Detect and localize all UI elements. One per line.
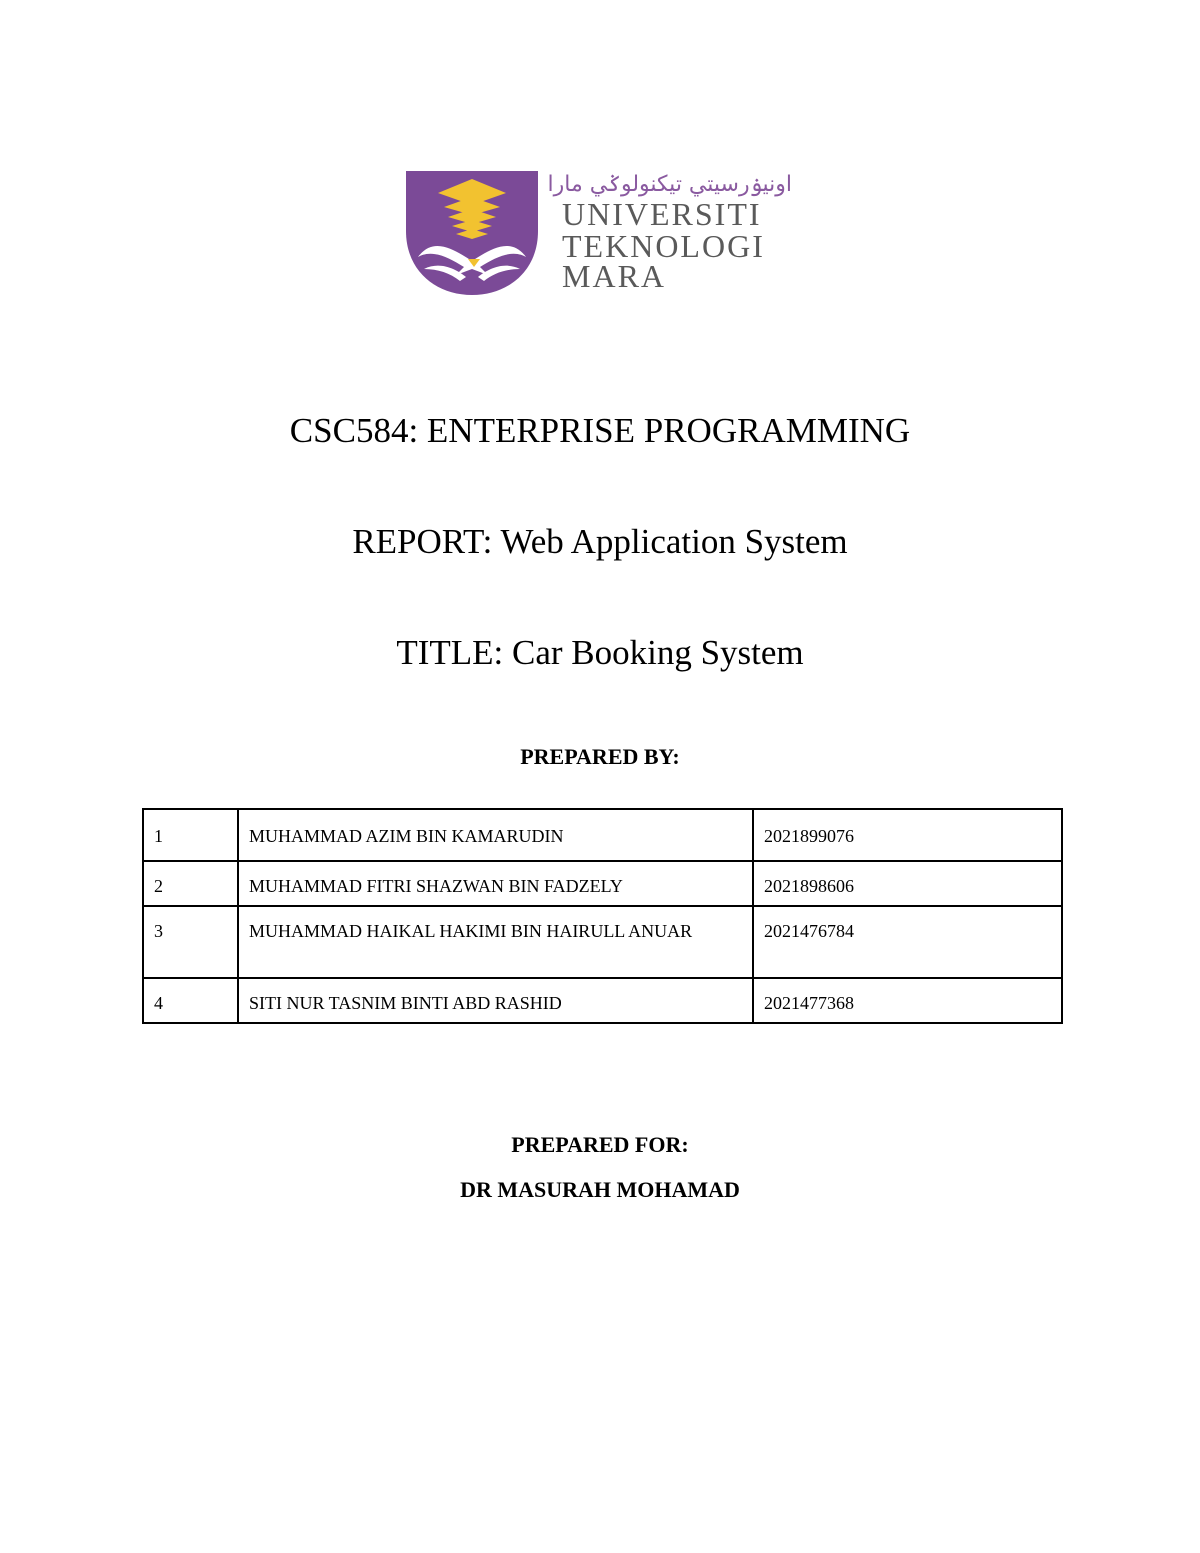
- member-name: SITI NUR TASNIM BINTI ABD RASHID: [238, 978, 753, 1023]
- member-id: 2021476784: [753, 906, 1062, 978]
- logo-name-line2: TEKNOLOGI: [562, 228, 765, 264]
- member-name: MUHAMMAD HAIKAL HAKIMI BIN HAIRULL ANUAR: [238, 906, 753, 978]
- member-no: 2: [143, 861, 238, 906]
- member-no: 4: [143, 978, 238, 1023]
- course-title: CSC584: ENTERPRISE PROGRAMMING: [289, 411, 911, 450]
- member-name: MUHAMMAD FITRI SHAZWAN BIN FADZELY: [238, 861, 753, 906]
- member-no: 1: [143, 809, 238, 861]
- uitm-logo-svg: [404, 165, 804, 300]
- project-title: TITLE: Car Booking System: [396, 633, 804, 672]
- logo-name-line3: MARA: [562, 258, 667, 294]
- table-row: [143, 906, 1062, 978]
- member-id: 2021899076: [753, 809, 1062, 861]
- logo-name-line1: UNIVERSITI: [562, 196, 762, 232]
- member-name: MUHAMMAD AZIM BIN KAMARUDIN: [238, 809, 753, 861]
- member-id: 2021477368: [753, 978, 1062, 1023]
- table-row: [143, 978, 1062, 1023]
- members-table: [142, 808, 1063, 1024]
- table-row: [143, 861, 1062, 906]
- prepared-by-label: PREPARED BY:: [520, 744, 680, 769]
- uitm-logo: [404, 165, 804, 300]
- report-type: REPORT: Web Application System: [352, 522, 848, 561]
- table-row: [143, 809, 1062, 861]
- member-no: 3: [143, 906, 238, 978]
- prepared-for-label: PREPARED FOR:: [511, 1132, 689, 1157]
- logo-jawi-text: اونيۏرسيتي تيكنولوݢي مارا: [547, 172, 792, 197]
- lecturer-name: DR MASURAH MOHAMAD: [460, 1177, 740, 1202]
- member-id: 2021898606: [753, 861, 1062, 906]
